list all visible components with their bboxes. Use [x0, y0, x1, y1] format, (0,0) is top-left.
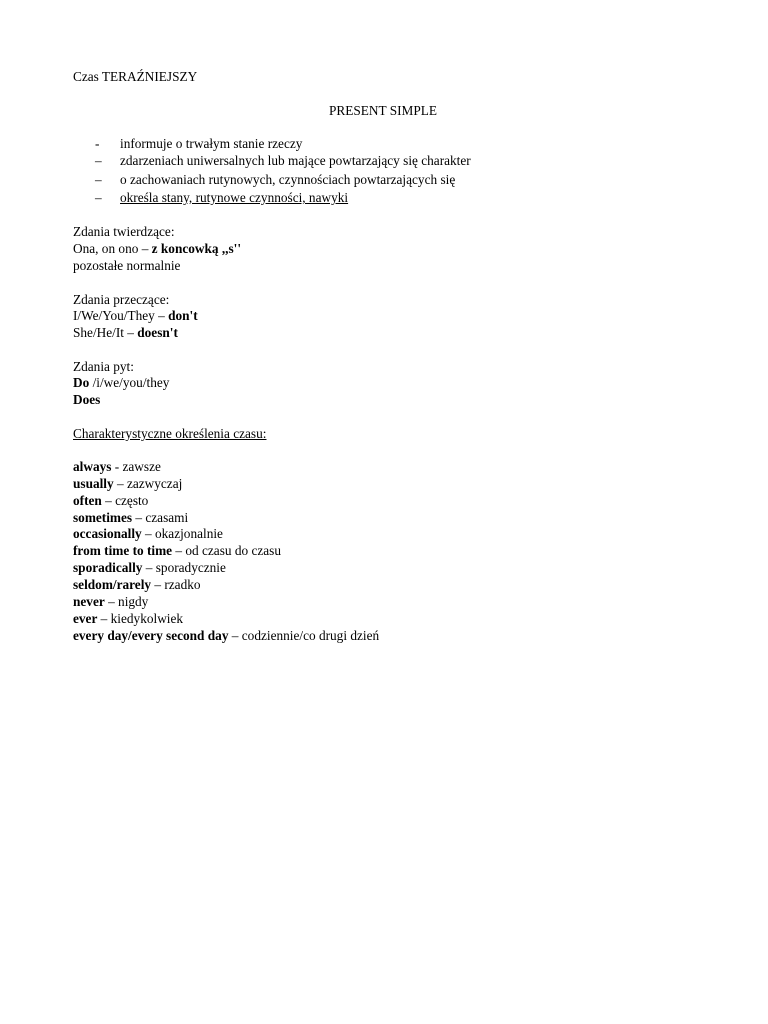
expression-meaning: często [115, 493, 149, 508]
bullet-mark: – [95, 172, 102, 187]
bullet-mark: – [95, 153, 102, 168]
list-item [73, 543, 281, 559]
expression-term: occasionally [73, 526, 142, 541]
expression-term: seldom/rarely [73, 577, 152, 592]
list-item [73, 510, 188, 526]
list-item [73, 526, 223, 542]
question-subjects: /i/we/you/they [89, 375, 170, 390]
expression-separator: – [97, 611, 111, 626]
expression-separator: – [172, 543, 186, 558]
list-item [73, 594, 148, 610]
expression-meaning: nigdy [118, 594, 149, 609]
expression-meaning: zawsze [122, 459, 161, 474]
document-title: PRESENT SIMPLE [329, 103, 437, 118]
expression-separator: – [142, 560, 156, 575]
list-item [73, 476, 182, 492]
list-item [73, 459, 161, 475]
question-aux: Do [73, 375, 90, 390]
expression-term: from time to time [73, 543, 173, 558]
list-item [73, 611, 183, 627]
list-item [73, 628, 379, 644]
negative-aux: don't [168, 308, 198, 323]
expression-meaning: od czasu do czasu [185, 543, 281, 558]
question-label: Zdania pyt: [73, 359, 134, 374]
affirmative-note: pozostałe normalnie [73, 258, 181, 273]
affirmative-rule: z koncowką ,,s'' [151, 241, 242, 256]
bullet-mark: - [95, 136, 100, 151]
affirmative-subject: Ona, on ono – [73, 241, 152, 256]
bullet-mark: – [95, 190, 102, 205]
expression-meaning: codziennie/co drugi dzień [241, 628, 380, 643]
negative-aux: doesn't [137, 325, 178, 340]
expression-meaning: okazjonalnie [155, 526, 223, 541]
expression-term: always [73, 459, 112, 474]
expression-meaning: czasami [145, 510, 189, 525]
expression-term: never [73, 594, 105, 609]
expression-term: usually [73, 476, 114, 491]
expression-meaning: sporadycznie [155, 560, 226, 575]
affirmative-line [73, 241, 241, 257]
expression-meaning: rzadko [164, 577, 201, 592]
expression-separator: – [141, 526, 155, 541]
expression-term: ever [73, 611, 98, 626]
expression-separator: - [111, 459, 123, 474]
negative-line [73, 308, 198, 324]
bullet-text: informuje o trwałym stanie rzeczy [120, 136, 303, 151]
expressions-heading: Charakterystyczne określenia czasu: [73, 426, 267, 441]
bullet-text: o zachowaniach rutynowych, czynnościach powtarzających się [120, 172, 456, 187]
expression-separator: – [151, 577, 165, 592]
negative-line [73, 325, 178, 341]
bullet-text: określa stany, rutynowe czynności, nawyki [120, 190, 349, 205]
list-item [73, 560, 226, 576]
list-item [73, 493, 148, 509]
bullet-text: zdarzeniach uniwersalnych lub mające powtarzający się charakter [120, 153, 471, 168]
negative-label: Zdania przeczące: [73, 292, 170, 307]
expression-term: every day/every second day [73, 628, 229, 643]
expression-term: sometimes [73, 510, 133, 525]
expression-meaning: kiedykolwiek [110, 611, 184, 626]
expression-term: sporadically [73, 560, 143, 575]
expression-separator: – [113, 476, 127, 491]
document-heading: Czas TERAŹNIEJSZY [73, 69, 198, 84]
list-item [73, 577, 201, 593]
negative-subject: She/He/It – [73, 325, 138, 340]
affirmative-label: Zdania twierdzące: [73, 224, 175, 239]
question-line [73, 392, 100, 408]
expression-separator: – [132, 510, 146, 525]
negative-subject: I/We/You/They – [73, 308, 169, 323]
question-aux: Does [73, 392, 101, 407]
question-line [73, 375, 169, 391]
expression-separator: – [104, 594, 119, 609]
expression-meaning: zazwyczaj [126, 476, 183, 491]
expression-term: often [73, 493, 102, 508]
expression-separator: – [101, 493, 116, 508]
expression-separator: – [228, 628, 242, 643]
